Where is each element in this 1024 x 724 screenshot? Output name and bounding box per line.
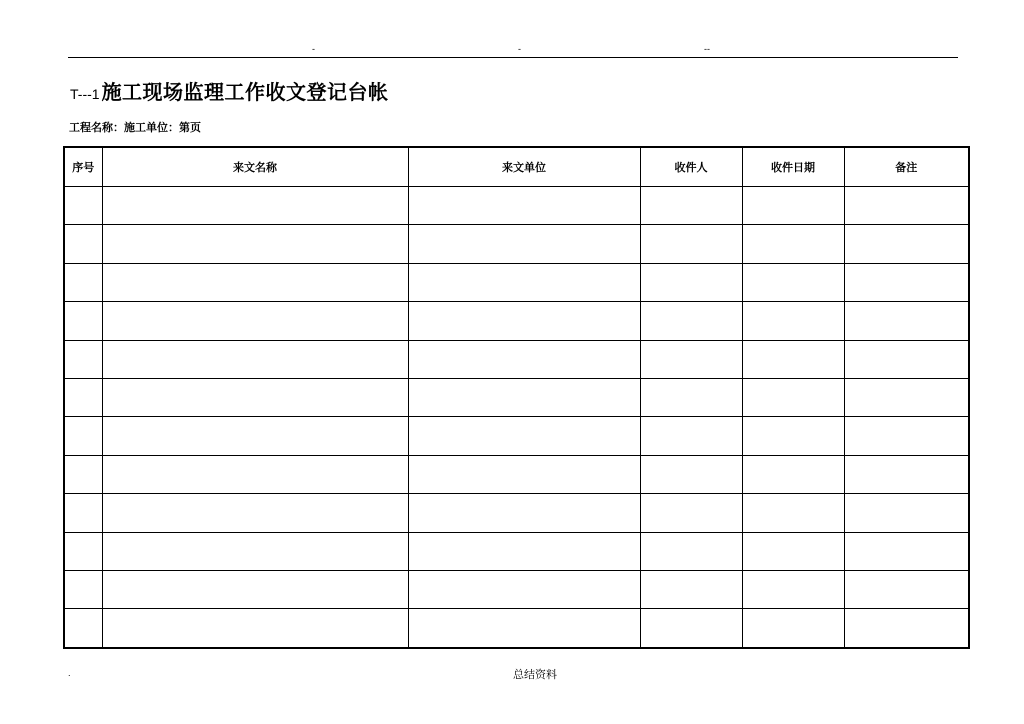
- table-row: [64, 455, 969, 493]
- receipt-date-cell: [742, 571, 844, 609]
- sender-unit-cell: [408, 532, 640, 570]
- recipient-cell: [640, 455, 742, 493]
- column-header-serial-no: 序号: [64, 147, 102, 187]
- table-row: [64, 187, 969, 225]
- table-row: [64, 340, 969, 378]
- serial-no-cell: [64, 609, 102, 648]
- receipt-date-cell: [742, 455, 844, 493]
- document-name-cell: [102, 455, 408, 493]
- remarks-cell: [844, 379, 969, 417]
- document-name-cell: [102, 571, 408, 609]
- footer-dot: .: [68, 668, 71, 678]
- recipient-cell: [640, 494, 742, 532]
- table-row: [64, 571, 969, 609]
- document-name-cell: [102, 532, 408, 570]
- column-header-remarks: 备注: [844, 147, 969, 187]
- serial-no-cell: [64, 494, 102, 532]
- sender-unit-cell: [408, 571, 640, 609]
- table-row: [64, 225, 969, 263]
- remarks-cell: [844, 302, 969, 340]
- recipient-cell: [640, 340, 742, 378]
- sender-unit-cell: [408, 609, 640, 648]
- recipient-cell: [640, 225, 742, 263]
- serial-no-cell: [64, 263, 102, 301]
- column-header-receipt-date: 收件日期: [742, 147, 844, 187]
- remarks-cell: [844, 340, 969, 378]
- sender-unit-cell: [408, 417, 640, 455]
- project-info-line: 工程名称：施工单位：第页: [69, 121, 201, 134]
- document-name-cell: [102, 225, 408, 263]
- header-mark: -: [518, 44, 521, 54]
- document-name-cell: [102, 302, 408, 340]
- recipient-cell: [640, 302, 742, 340]
- remarks-cell: [844, 263, 969, 301]
- receipt-date-cell: [742, 302, 844, 340]
- document-name-cell: [102, 417, 408, 455]
- recipient-cell: [640, 187, 742, 225]
- remarks-cell: [844, 532, 969, 570]
- table-row: [64, 532, 969, 570]
- serial-no-cell: [64, 455, 102, 493]
- sender-unit-cell: [408, 494, 640, 532]
- sender-unit-cell: [408, 302, 640, 340]
- table-row: [64, 379, 969, 417]
- header-mark: --: [704, 44, 710, 54]
- column-header-sender-unit: 来文单位: [408, 147, 640, 187]
- receipt-date-cell: [742, 263, 844, 301]
- header-mark: -: [312, 44, 315, 54]
- document-name-cell: [102, 340, 408, 378]
- page-title: 施工现场监理工作收文登记台帐: [101, 80, 389, 104]
- table-row: [64, 609, 969, 648]
- remarks-cell: [844, 187, 969, 225]
- document-title: [70, 76, 389, 108]
- receipt-ledger-table: [63, 146, 970, 649]
- remarks-cell: [844, 417, 969, 455]
- document-name-cell: [102, 263, 408, 301]
- serial-no-cell: [64, 340, 102, 378]
- table-row: [64, 263, 969, 301]
- serial-no-cell: [64, 225, 102, 263]
- remarks-cell: [844, 571, 969, 609]
- sender-unit-cell: [408, 340, 640, 378]
- serial-no-cell: [64, 532, 102, 570]
- table-row: [64, 302, 969, 340]
- sender-unit-cell: [408, 187, 640, 225]
- document-name-cell: [102, 187, 408, 225]
- header-rule: [68, 57, 958, 58]
- serial-no-cell: [64, 302, 102, 340]
- receipt-date-cell: [742, 494, 844, 532]
- footer-label: 总结资料: [513, 668, 557, 681]
- document-name-cell: [102, 379, 408, 417]
- serial-no-cell: [64, 417, 102, 455]
- document-name-cell: [102, 609, 408, 648]
- remarks-cell: [844, 455, 969, 493]
- sender-unit-cell: [408, 379, 640, 417]
- serial-no-cell: [64, 379, 102, 417]
- column-header-recipient: 收件人: [640, 147, 742, 187]
- receipt-date-cell: [742, 532, 844, 570]
- receipt-date-cell: [742, 340, 844, 378]
- document-name-cell: [102, 494, 408, 532]
- form-code: T---1: [70, 86, 100, 102]
- remarks-cell: [844, 225, 969, 263]
- table-header-row: [64, 147, 969, 187]
- receipt-date-cell: [742, 417, 844, 455]
- recipient-cell: [640, 379, 742, 417]
- receipt-date-cell: [742, 225, 844, 263]
- recipient-cell: [640, 263, 742, 301]
- sender-unit-cell: [408, 225, 640, 263]
- remarks-cell: [844, 494, 969, 532]
- recipient-cell: [640, 609, 742, 648]
- receipt-date-cell: [742, 379, 844, 417]
- column-header-document-name: 来文名称: [102, 147, 408, 187]
- recipient-cell: [640, 532, 742, 570]
- serial-no-cell: [64, 187, 102, 225]
- serial-no-cell: [64, 571, 102, 609]
- receipt-date-cell: [742, 187, 844, 225]
- table-row: [64, 494, 969, 532]
- remarks-cell: [844, 609, 969, 648]
- receipt-date-cell: [742, 609, 844, 648]
- table-row: [64, 417, 969, 455]
- recipient-cell: [640, 571, 742, 609]
- recipient-cell: [640, 417, 742, 455]
- sender-unit-cell: [408, 455, 640, 493]
- sender-unit-cell: [408, 263, 640, 301]
